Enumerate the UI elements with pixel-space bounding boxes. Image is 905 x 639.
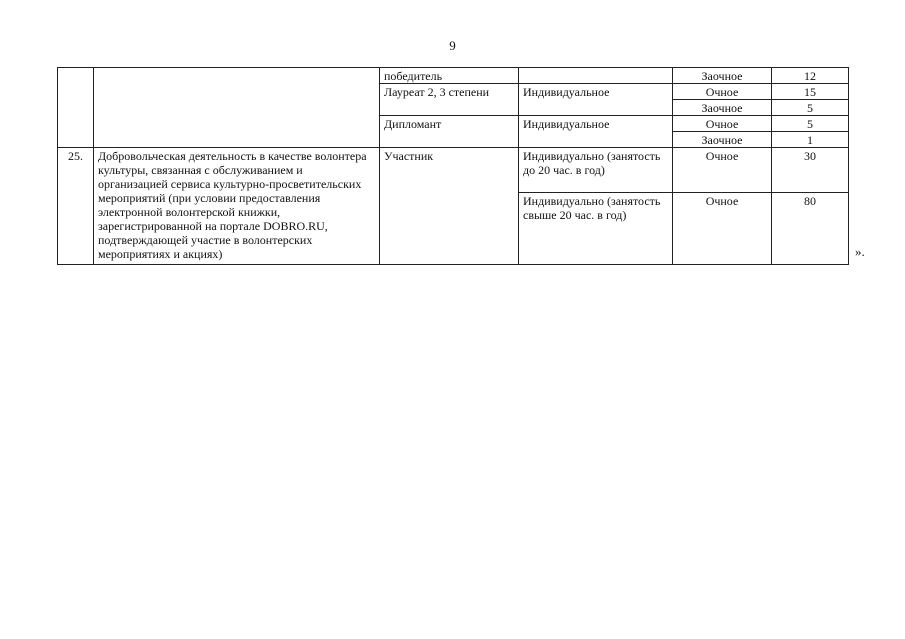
cell-form: Очное (673, 84, 772, 100)
cell-form: Заочное (673, 132, 772, 148)
cell-type: Индивидуально (занятость до 20 час. в год) (519, 148, 673, 193)
table-row-25 (58, 148, 849, 193)
cell-type: Индивидуальное (519, 84, 673, 116)
cell-points: 80 (772, 193, 849, 265)
cell-points: 5 (772, 116, 849, 132)
cell-achievement: Дипломант (380, 116, 519, 148)
cell-type: Индивидуальное (519, 116, 673, 148)
cell-type (519, 68, 673, 84)
cell-achievement: Лауреат 2, 3 степени (380, 84, 519, 116)
cell-number: 25. (58, 148, 94, 265)
cell-achievement: Участник (380, 148, 519, 265)
table-row (58, 68, 849, 84)
closing-quote-mark: ». (855, 244, 865, 259)
cell-achievement: победитель (380, 68, 519, 84)
cell-points: 1 (772, 132, 849, 148)
cell-points: 15 (772, 84, 849, 100)
page-number: 9 (449, 38, 456, 53)
cell-form: Очное (673, 148, 772, 193)
cell-points: 30 (772, 148, 849, 193)
cell-points: 5 (772, 100, 849, 116)
cell-description: Добровольческая деятельность в качестве волонтера культуры, связанная с обслуживанием и организацией сервиса культурно-просветительских мероприятий (при условии предоставления электронной волонтерской книжки, зарегистрированной на портале DOBRO.RU, подтверждающей участие в волонтерских мероприятиях и акциях) (94, 148, 380, 265)
cell-form: Заочное (673, 68, 772, 84)
cell-points: 12 (772, 68, 849, 84)
cell-form: Очное (673, 116, 772, 132)
cell-description-empty (94, 68, 380, 148)
cell-form: Заочное (673, 100, 772, 116)
cell-form: Очное (673, 193, 772, 265)
cell-type: Индивидуально (занятость свыше 20 час. в год) (519, 193, 673, 265)
cell-number-empty (58, 68, 94, 148)
criteria-table (57, 67, 849, 265)
